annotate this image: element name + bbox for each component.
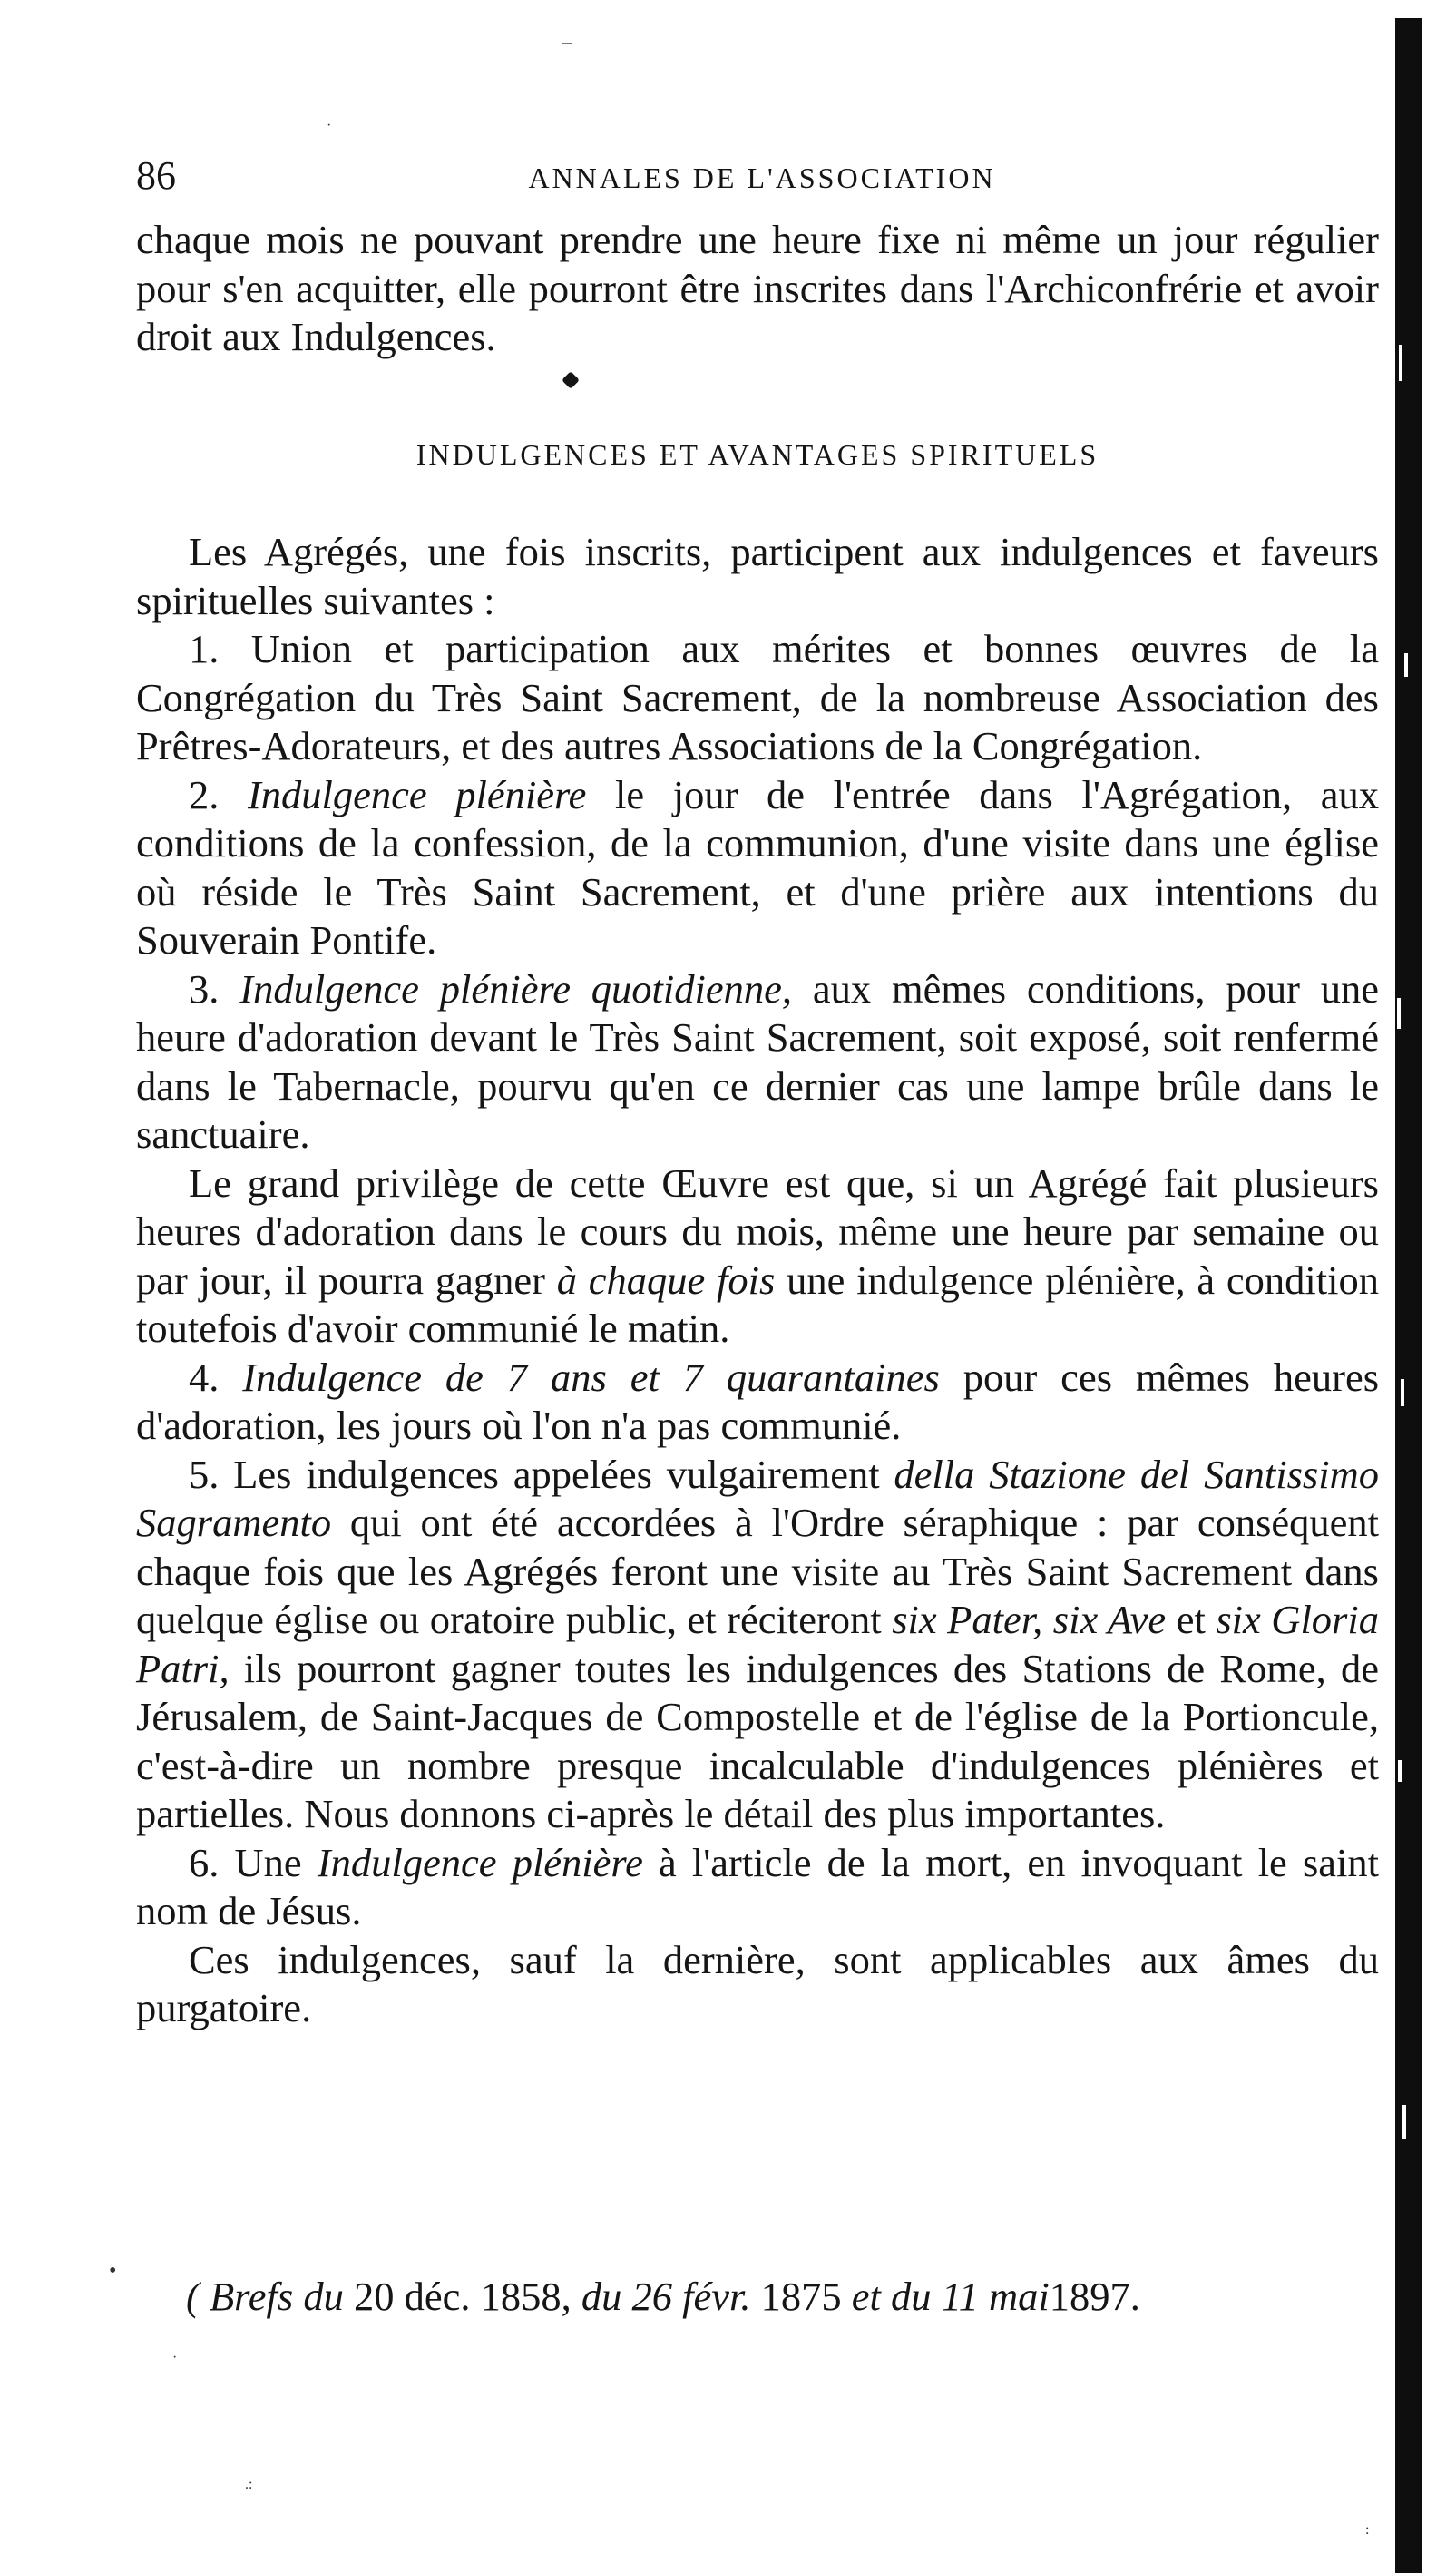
scan-mark: : [1365, 2522, 1370, 2538]
page-edge-shadow [1395, 18, 1422, 2573]
item-text: qui ont été accordées à l'Ordre séraphique : par conséquent chaque fois que les Agrégés feront une visite au Très Saint Sacrement dans quelque église ou oratoire public, et réciteront [136, 1500, 1380, 1642]
item-number: 3. [189, 965, 220, 1012]
privilege-text: Le grand privilège de cette Œuvre est que, si un Agrégé fait plusieurs heures d'adoration dans le cours du mois, même une heure par semaine ou par jour, il pourra gagner [136, 1159, 1379, 1303]
indulgence-item-5 [136, 1451, 1379, 1839]
indulgence-item-6 [136, 1839, 1379, 1936]
item-emphasis: Indulgence plénière [317, 1839, 643, 1885]
scan-mark: ‾ [562, 41, 572, 71]
citation-connector: du [581, 2274, 622, 2319]
scan-mark: · [172, 2350, 178, 2365]
citation-date: 26 févr. [631, 2274, 751, 2319]
item-text: pour ces mêmes heures d'adoration, les jours où l'on n'a pas communié. [136, 1354, 1380, 1448]
item-text-end: ils pourront gagner toutes les indulgences des Stations de Rome, de Jérusalem, de Saint-Jacques de Compostelle et de l'église de la Portioncule, c'est-à-dire un nombre presque incalculable d'indulgences plénières et partielles. Nous donnons ci-après le détail des plus importantes. [136, 1645, 1380, 1836]
item-text: à l'article de la mort, en invoquant le saint nom de Jésus. [136, 1839, 1380, 1933]
indulgence-item-2 [136, 771, 1379, 965]
item-number: 4. [189, 1354, 220, 1400]
prayer-pater: six Pater, [892, 1597, 1043, 1642]
scan-mark: • [109, 2259, 117, 2283]
opening-paragraph [136, 216, 1379, 362]
indulgence-item-3 [136, 965, 1379, 1159]
privilege-paragraph [136, 1159, 1379, 1354]
item-emphasis: Indulgence plénière quotidienne, [239, 965, 793, 1012]
ornament-diamond [562, 371, 580, 389]
indulgence-item-1: 1. Union et participation aux mérites et bonnes œuvres de la Congrégation du Très Saint Sacrement, de la nombreuse Association des Prêtres-Adorateurs, et des autres Associations de la Congrégation. [136, 626, 1379, 768]
citation-date: 20 déc. [353, 2274, 471, 2319]
item-number: 6. Une [189, 1839, 302, 1885]
citation-connector: et du [851, 2274, 932, 2319]
running-header [136, 152, 1388, 200]
scan-mark: · [327, 118, 332, 133]
citation-year: 1875 [760, 2274, 842, 2319]
citation-date: 11 mai [941, 2274, 1050, 2319]
body-text [136, 528, 1379, 2033]
prayer-ave: six Ave [1052, 1597, 1167, 1642]
item-emphasis: Indulgence de 7 ans et 7 quarantaines [242, 1354, 940, 1400]
citation-line [186, 2273, 1392, 2321]
item-text: aux mêmes conditions, pour une heure d'adoration devant le Très Saint Sacrement, soit exposé, soit renfermé dans le Tabernacle, pourvu qu'en ce dernier cas une lampe brûle dans le sanctuaire. [136, 965, 1380, 1157]
page-number: 86 [136, 153, 176, 198]
citation-open: ( Brefs du [186, 2274, 344, 2319]
indulgence-item-4 [136, 1354, 1379, 1451]
citation-year: 1858, [480, 2274, 572, 2319]
privilege-text-end: une indulgence plénière, à condition toutefois d'avoir communié le matin. [136, 1257, 1380, 1351]
item-number: 2. [189, 771, 220, 817]
closing-paragraph: Ces indulgences, sauf la dernière, sont applicables aux âmes du purgatoire. [136, 1936, 1379, 2030]
item-emphasis: Indulgence plénière [247, 771, 587, 817]
item-text: le jour de l'entrée dans l'Agrégation, aux conditions de la confession, de la communion, d'une visite dans une église où réside le Très Saint Sacrement, et d'une prière aux intentions du Souverain Pontife. [136, 771, 1380, 963]
privilege-emphasis: à chaque fois [556, 1257, 776, 1303]
citation-year: 1897. [1049, 2274, 1140, 2319]
item-lead: 5. Les indulgences appelées vulgairement [189, 1451, 880, 1497]
section-heading: INDULGENCES ET AVANTAGES SPIRITUELS [415, 438, 1099, 471]
running-title: ANNALES DE L'ASSOCIATION [528, 161, 996, 194]
paragraph-text: chaque mois ne pouvant prendre une heure fixe ni même un jour régulier pour s'en acquitter, elle pourront être inscrites dans l'Archiconfrérie et avoir droit aux Indulgences. [136, 217, 1379, 359]
prayer-gloria: six Gloria Patri, [136, 1597, 1379, 1691]
conjunction: et [1176, 1597, 1206, 1642]
item-emphasis: della Stazione del Santissimo Sagramento [136, 1451, 1379, 1545]
intro-paragraph: Les Agrégés, une fois inscrits, participent aux indulgences et faveurs spirituelles suivantes : [136, 529, 1379, 623]
scan-mark: .: [245, 2477, 253, 2492]
